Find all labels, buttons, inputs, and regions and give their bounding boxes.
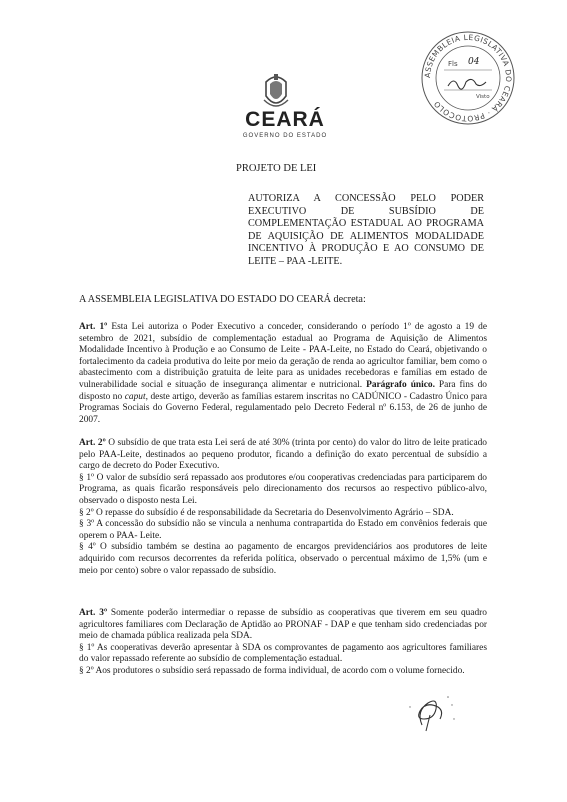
article-2: [79, 438, 487, 577]
article-1-text: Esta Lei autoriza o Poder Executivo a conceder, considerando o período 1º de agosto a 19 de setembro de 2021, subsídio de complementação estadual ao Programa de Aquisição de Alimentos Modalidade Incentivo à Produção e ao Consumo de Leite - PAA-Leite, no Estado do Ceará, objetivando o fortalecimento da cadeia produtiva do leite por meio da geração de renda ao agricultor familiar, bem como o abastecimento com a distribuição gratuita de leite para as unidades recebedoras e famílias em estado de vulnerabilidade social e situação de insegurança alimentar e nutricional.: [79, 322, 487, 390]
article-2-label: Art. 2º: [79, 438, 106, 448]
handwritten-rubric: [400, 685, 460, 737]
stamp-visto-label: Visto: [476, 94, 490, 100]
enacting-clause-rest: decreta:: [331, 294, 366, 305]
article-1-paragraph-label: Parágrafo único.: [366, 379, 435, 390]
stamp-fls-value: 04: [468, 57, 480, 67]
caput-term: caput: [124, 391, 146, 402]
article-3-section-2: § 2º Aos produtores o subsídio será repassado de forma individual, de acordo com o volume fornecido.: [79, 665, 465, 676]
state-crest-icon: [262, 70, 290, 112]
article-3-text: Somente poderão intermediar o repasse de subsídio as cooperativas que tiverem em seu quadro agricultores familiares com Declaração de Aptidão ao PRONAF - DAP e que tenham sido credenciadas por meio de chamada pública realizada pela SDA.: [79, 608, 487, 642]
article-2-text: O subsídio de que trata esta Lei será de até 30% (trinta por cento) do valor do litro de leite praticado pelo PAA-Leite, destinados ao pequeno produtor, ficando a definição do exato percentual de subsídio a cargo de decreto do Poder Executivo.: [79, 438, 487, 472]
protocol-stamp: [418, 28, 518, 128]
article-1-paragraph-text-1: Para fins do disposto no: [79, 379, 487, 402]
article-1-paragraph-text-2: , deste artigo, deverão as famílias estarem inscritas no CADÚNICO - Cadastro Único para Programas Sociais do Governo Federal, regulamentado pelo Decreto Federal nº 6.153, de 26 de junho de 2007.: [79, 391, 488, 425]
document-type-title: PROJETO DE LEI: [236, 163, 317, 174]
article-3: [79, 608, 487, 678]
logo-text: CEARÁ: [245, 108, 325, 131]
article-1: [79, 322, 487, 426]
svg-text:ASSEMBLEIA LEGISLATIVA DO CEAR: [423, 33, 513, 123]
logo-subtitle: GOVERNO DO ESTADO: [242, 133, 328, 139]
article-3-label: Art. 3º: [79, 608, 108, 618]
stamp-fls-label: Fls: [448, 60, 458, 68]
enacting-clause: [79, 294, 366, 305]
ementa: AUTORIZA A CONCESSÃO PELO PODER EXECUTIVO DE SUBSÍDIO DE COMPLEMENTAÇÃO ESTADUAL AO PROGRAMA DE AQUISIÇÃO DE ALIMENTOS MODALIDADE INCENTIVO À PRODUÇÃO E AO CONSUMO DE LEITE – PAA -LEITE.: [248, 193, 484, 267]
article-2-section-2: § 2º O repasse do subsídio é de responsabilidade da Secretaria do Desenvolvimento Agrário – SDA.: [79, 507, 454, 518]
article-2-section-1: § 1º O valor de subsídio será repassado aos produtores e/ou cooperativas credenciadas para participarem do Programa, as quais ficarão responsáveis pelo direcionamento dos recursos ao respectivo público-alvo, observado o disposto nesta Lei.: [79, 472, 487, 506]
article-2-section-4: § 4º O subsídio também se destina ao pagamento de encargos previdenciários aos produtores de leite adquirido com recursos decorrentes da referida política, observado o percentual máximo de 1,5% (um e meio por cento) sobre o valor repassado de subsídio.: [79, 542, 487, 576]
article-3-section-1: § 1º As cooperativas deverão apresentar à SDA os comprovantes de pagamento aos agricultores familiares do valor repassado referente ao subsídio de complementação estadual.: [79, 642, 487, 665]
article-1-label: Art. 1º: [79, 322, 108, 332]
enacting-clause-bold: A ASSEMBLEIA LEGISLATIVA DO ESTADO DO CEARÁ: [79, 294, 331, 305]
article-2-section-3: § 3º A concessão do subsídio não se vincula a nenhuma contrapartida do Estado em convênios federais que operem o PAA- Leite.: [79, 519, 487, 541]
stamp-ring-text: ASSEMBLEIA LEGISLATIVA DO CEARÁ · PROTOCOLO: [422, 32, 514, 124]
